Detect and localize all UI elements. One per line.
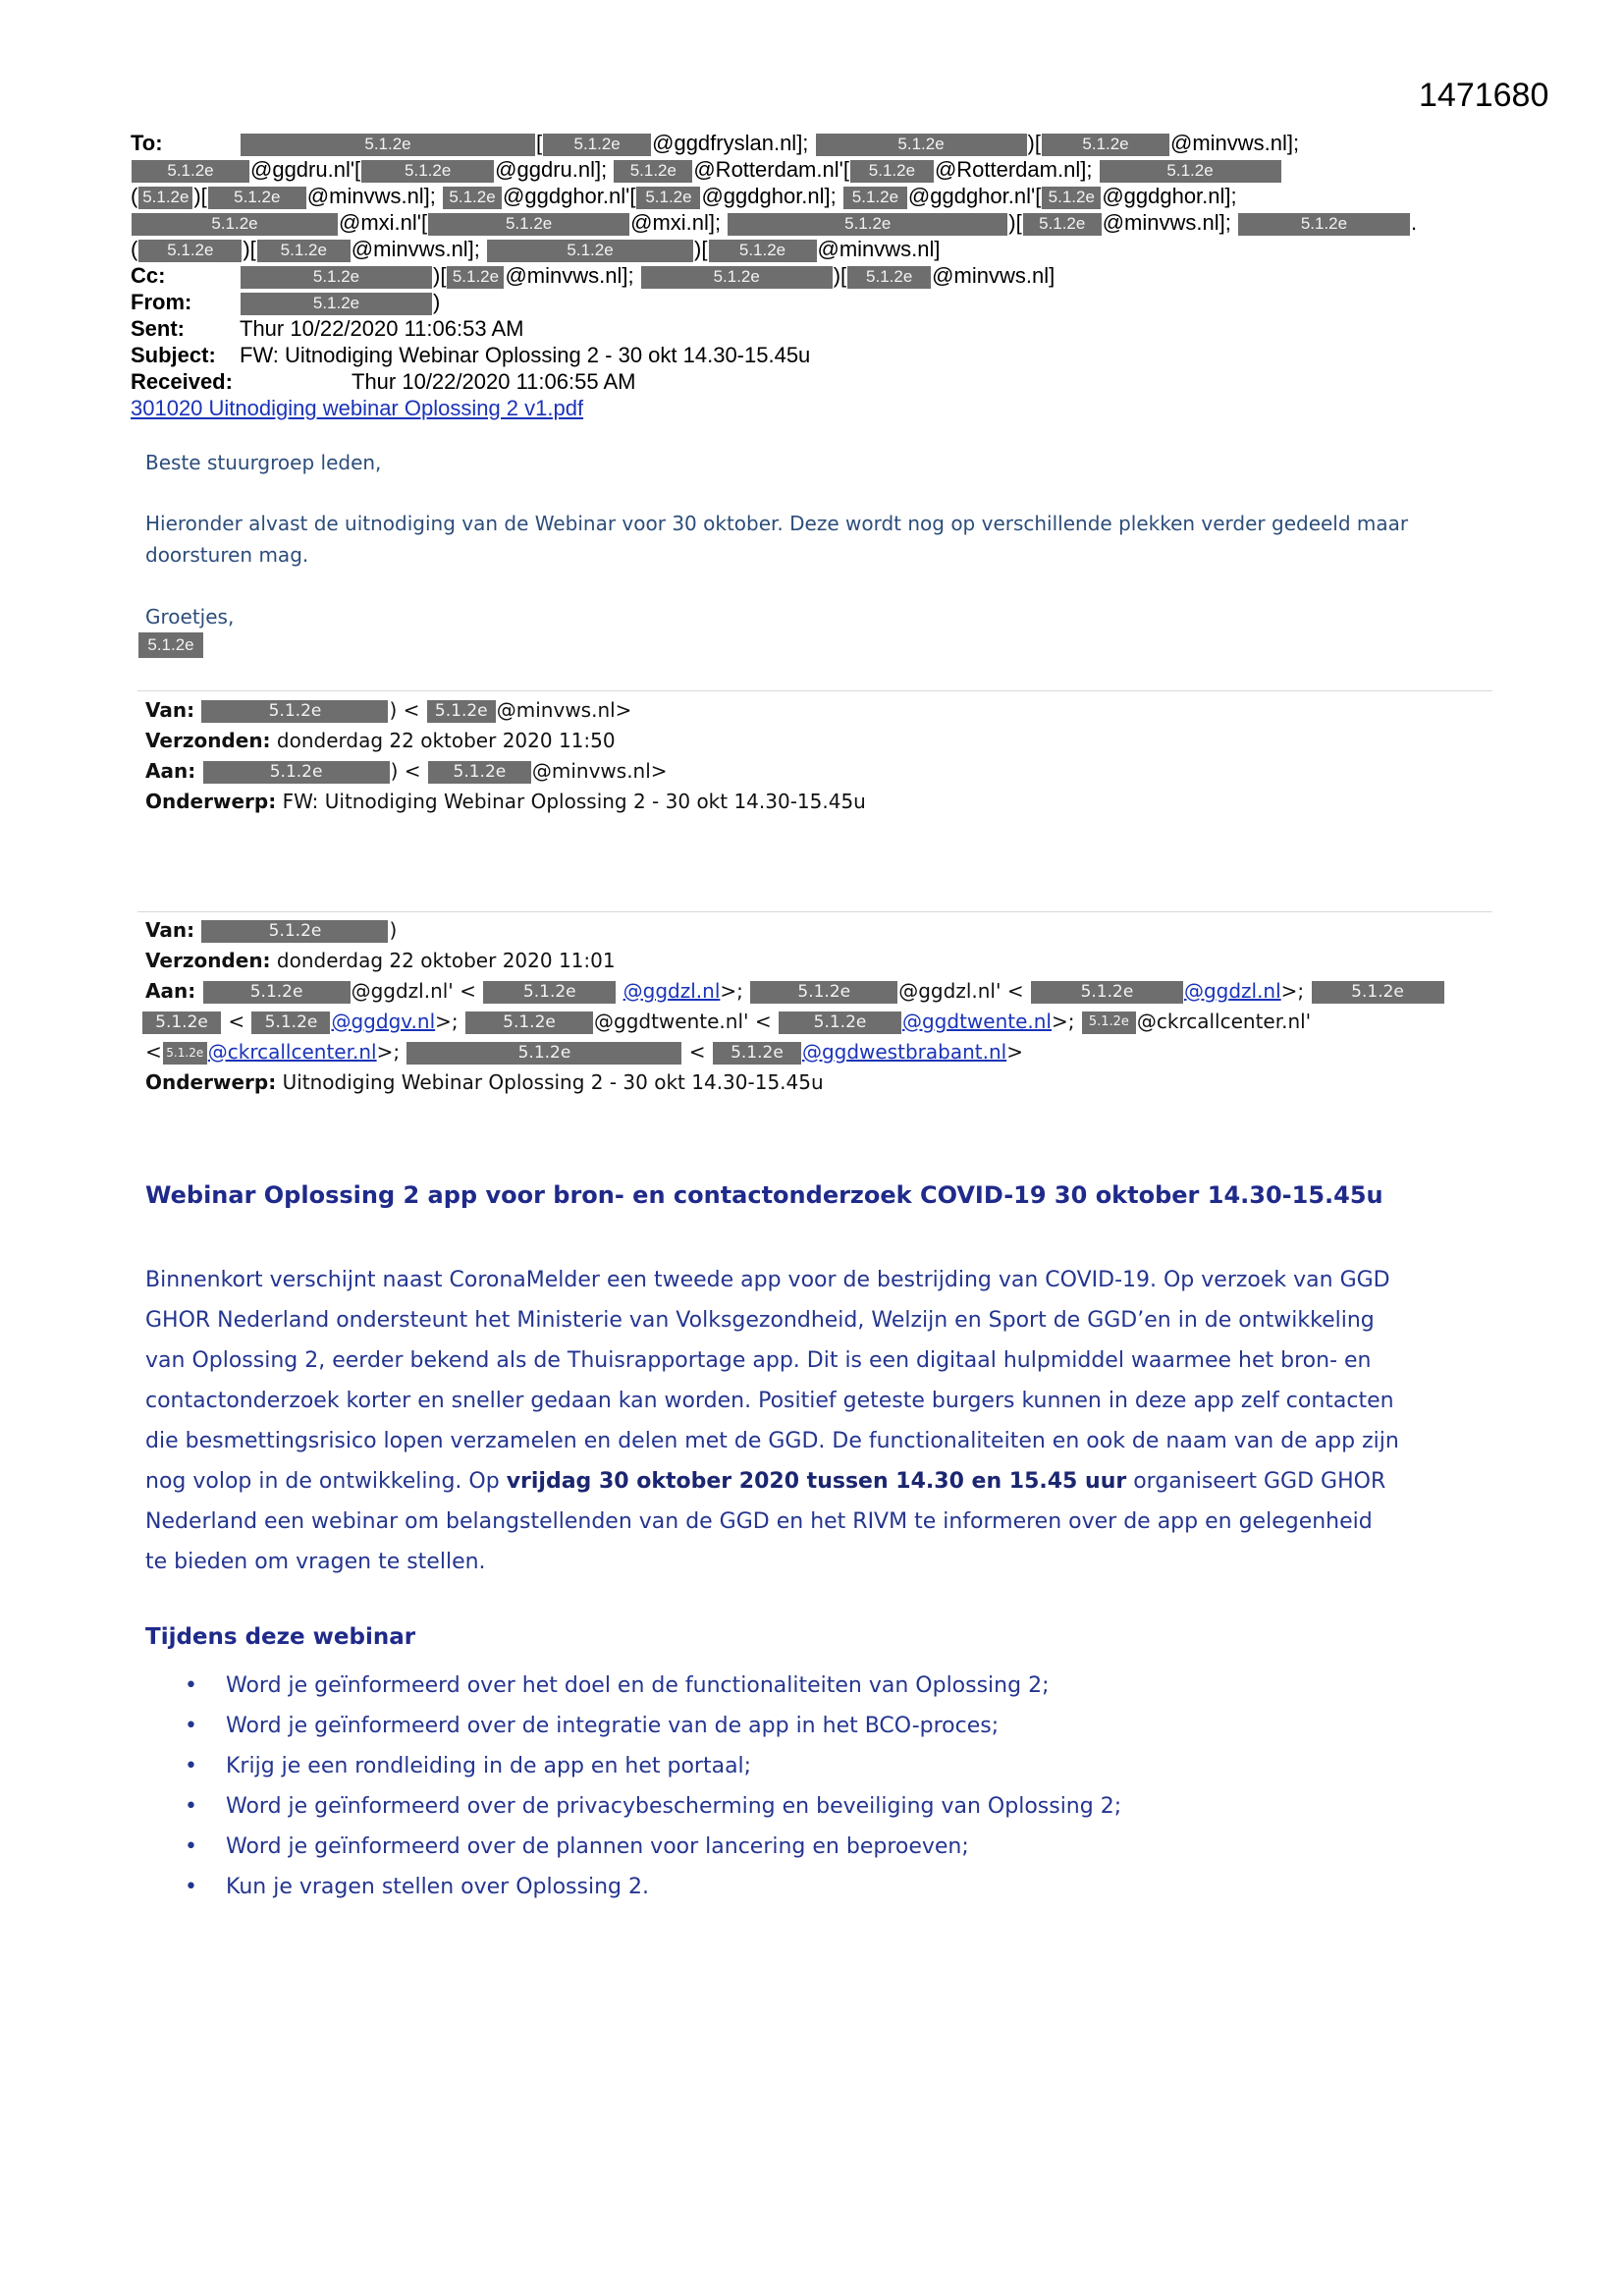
agenda-list xyxy=(185,1666,1121,1907)
fwd2-van: Van: 5.1.2e ) xyxy=(145,918,398,942)
event-datetime: vrijdag 30 oktober 2020 tussen 14.30 en 15.45 uur xyxy=(506,1469,1127,1494)
aan-sep: >; xyxy=(376,1040,401,1064)
to-domain: @minvws.nl]; xyxy=(351,237,480,261)
fwd1-aan: Aan: 5.1.2e ) < 5.1.2e @minvws.nl> xyxy=(145,759,668,783)
verzonden-value: donderdag 22 oktober 2020 11:01 xyxy=(276,949,616,972)
redaction: 5.1.2e xyxy=(483,981,616,1004)
onderwerp-value: Uitnodiging Webinar Oplossing 2 - 30 okt 14.30-15.45u xyxy=(282,1070,824,1094)
redaction: 5.1.2e xyxy=(1031,981,1183,1004)
fwd1-block xyxy=(145,695,866,817)
to-domain: @ggdghor.nl]; xyxy=(1102,184,1237,208)
redaction: 5.1.2e xyxy=(203,761,390,784)
redaction: 5.1.2e xyxy=(713,1042,801,1065)
to-domain: @ggdru.nl]; xyxy=(495,157,608,182)
redaction: 5.1.2e xyxy=(1312,981,1444,1004)
list-item: • Word je geïnformeerd over de integratie van de app in het BCO-proces; xyxy=(185,1706,1121,1746)
redaction: 5.1.2e xyxy=(728,213,1007,236)
cc-domain: @minvws.nl] xyxy=(932,263,1056,288)
aan-domain: @ggdzl.nl' < xyxy=(898,979,1024,1003)
onderwerp-label: Onderwerp: xyxy=(145,1070,277,1094)
redaction: 5.1.2e xyxy=(132,160,249,183)
subject-line xyxy=(131,342,1505,368)
from-line: From: 5.1.2e ) xyxy=(131,290,441,314)
to-line-1: To: 5.1.2e [ 5.1.2e @ggdfryslan.nl]; 5.1.2e )[ 5.1.2e @minvws.nl]; xyxy=(131,131,1300,155)
redaction: 5.1.2e xyxy=(138,240,242,262)
sent-line xyxy=(131,315,1505,342)
document-id: 1471680 xyxy=(1419,77,1549,114)
redaction: 5.1.2e xyxy=(850,160,934,183)
redaction: 5.1.2e xyxy=(465,1011,593,1034)
invite-title: Webinar Oplossing 2 app voor bron- en contactonderzoek COVID-19 30 oktober 14.30-15.45u xyxy=(145,1181,1383,1209)
to-domain: @minvws.nl] xyxy=(817,237,941,261)
redaction: 5.1.2e xyxy=(428,213,629,236)
to-domain: @minvws.nl]; xyxy=(1102,210,1231,235)
to-line-4: 5.1.2e @mxi.nl'[ 5.1.2e @mxi.nl]; 5.1.2e )[ 5.1.2e @minvws.nl]; 5.1.2e . xyxy=(131,209,1505,236)
from-label: From: xyxy=(131,290,192,314)
cc-domain: @minvws.nl]; xyxy=(505,263,634,288)
fwd2-block xyxy=(145,915,1445,1098)
fwd1-van: Van: 5.1.2e ) < 5.1.2e @minvws.nl> xyxy=(145,698,632,722)
separator xyxy=(137,690,1492,691)
redaction: 5.1.2e xyxy=(427,700,496,723)
to-domain: @ggdru.nl'[ xyxy=(250,157,361,182)
redaction: 5.1.2e xyxy=(163,1042,207,1065)
redaction: 5.1.2e xyxy=(1100,160,1281,183)
received-value: Thur 10/22/2020 11:06:55 AM xyxy=(352,369,636,394)
signature-redaction xyxy=(137,632,204,658)
to-domain: @ggdfryslan.nl]; xyxy=(652,131,809,155)
to-line-3: ( 5.1.2e )[ 5.1.2e @minvws.nl]; 5.1.2e @ggdghor.nl'[ 5.1.2e @ggdghor.nl]; 5.1.2e @ggdghor.nl'[ 5.1.2e @ggdghor.nl]; xyxy=(131,184,1237,208)
redaction: 5.1.2e xyxy=(138,632,203,658)
list-item: • Word je geïnformeerd over de plannen voor lancering en beproeven; xyxy=(185,1827,1121,1867)
list-item: • Kun je vragen stellen over Oplossing 2. xyxy=(185,1867,1121,1907)
to-domain: @Rotterdam.nl'[ xyxy=(693,157,849,182)
to-domain: @ggdghor.nl]; xyxy=(701,184,837,208)
aan-domain: @ckrcallcenter.nl' xyxy=(1136,1010,1312,1033)
redaction: 5.1.2e xyxy=(1023,213,1102,236)
redaction: 5.1.2e xyxy=(443,187,502,209)
to-domain: @minvws.nl]; xyxy=(306,184,436,208)
redaction: 5.1.2e xyxy=(1082,1011,1136,1034)
redaction: 5.1.2e xyxy=(142,1011,221,1034)
fwd2-onderwerp xyxy=(145,1067,1445,1098)
list-item: • Word je geïnformeerd over het doel en de functionaliteiten van Oplossing 2; xyxy=(185,1666,1121,1706)
aan-domain: @ggdtwente.nl' < xyxy=(594,1010,772,1033)
fwd2-aan-2: 5.1.2e < 5.1.2e @ggdgv.nl>; 5.1.2e @ggdtwente.nl' < 5.1.2e @ggdtwente.nl>; 5.1.2e @ckrcallcenter.nl' xyxy=(141,1007,1445,1037)
fwd1-onderwerp xyxy=(145,787,866,817)
fwd2-verzonden xyxy=(145,946,1445,976)
redaction: 5.1.2e xyxy=(614,160,692,183)
redaction: 5.1.2e xyxy=(257,240,351,262)
email-header xyxy=(131,130,1505,421)
email-link[interactable]: @ggdwestbrabant.nl xyxy=(801,1040,1007,1064)
aan-label: Aan: xyxy=(145,759,196,783)
greeting-text-1: Hieronder alvast de uitnodiging van de Webinar voor 30 oktober. Deze wordt nog op verschillende plekken verder gedeeld maar xyxy=(145,512,1409,535)
cc-line: Cc: 5.1.2e )[ 5.1.2e @minvws.nl]; 5.1.2e )[ 5.1.2e @minvws.nl] xyxy=(131,263,1056,288)
subject-label: Subject: xyxy=(131,343,216,367)
onderwerp-value: FW: Uitnodiging Webinar Oplossing 2 - 30 okt 14.30-15.45u xyxy=(282,790,866,813)
fwd2-aan-3: < 5.1.2e @ckrcallcenter.nl>; 5.1.2e < 5.1.2e @ggdwestbrabant.nl> xyxy=(145,1040,1023,1064)
redaction: 5.1.2e xyxy=(251,1011,330,1034)
aan-sep: >; xyxy=(1280,979,1305,1003)
onderwerp-label: Onderwerp: xyxy=(145,790,277,813)
para-line: die besmettingsrisico lopen verzamelen en delen met de GGD. De functionaliteiten en ook de naam van de app zijn xyxy=(145,1429,1399,1453)
redaction: 5.1.2e xyxy=(1238,213,1410,236)
list-item: • Krijg je een rondleiding in de app en het portaal; xyxy=(185,1746,1121,1786)
verzonden-label: Verzonden: xyxy=(145,729,271,752)
aan-sep: >; xyxy=(1052,1010,1075,1033)
to-domain: @ggdghor.nl'[ xyxy=(503,184,636,208)
email-link[interactable]: @ggdtwente.nl xyxy=(901,1010,1052,1033)
received-line xyxy=(131,368,1505,395)
agenda-heading: Tijdens deze webinar xyxy=(145,1624,416,1650)
redaction: 5.1.2e xyxy=(208,187,306,209)
to-line-5: ( 5.1.2e )[ 5.1.2e @minvws.nl]; 5.1.2e )[ 5.1.2e @minvws.nl] xyxy=(131,237,941,261)
separator xyxy=(137,911,1492,912)
redaction: 5.1.2e xyxy=(361,160,494,183)
redaction: 5.1.2e xyxy=(543,134,651,156)
to-label: To: xyxy=(131,131,163,155)
redaction: 5.1.2e xyxy=(132,213,338,236)
para-line xyxy=(145,1461,1495,1502)
email-link[interactable]: @ckrcallcenter.nl xyxy=(207,1040,377,1064)
para-line: GHOR Nederland ondersteunt het Ministerie van Volksgezondheid, Welzijn en Sport de GGD’en in de ontwikkeling xyxy=(145,1308,1375,1333)
para-text: nog volop in de ontwikkeling. Op xyxy=(145,1469,507,1494)
attachment-link[interactable]: 301020 Uitnodiging webinar Oplossing 2 v1.pdf xyxy=(131,396,584,420)
van-label: Van: xyxy=(145,698,195,722)
fwd1-verzonden xyxy=(145,726,866,756)
closing: Groetjes, xyxy=(145,605,235,629)
redaction: 5.1.2e xyxy=(241,134,535,156)
attachment-line xyxy=(131,395,1505,421)
redaction: 5.1.2e xyxy=(406,1042,681,1065)
redaction: 5.1.2e xyxy=(1042,134,1169,156)
verzonden-label: Verzonden: xyxy=(145,949,271,972)
cc-label: Cc: xyxy=(131,263,166,288)
para-line: van Oplossing 2, eerder bekend als de Thuisrapportage app. Dit is een digitaal hulpmiddel waarmee het bron- en xyxy=(145,1348,1372,1373)
redaction: 5.1.2e xyxy=(750,981,897,1004)
redaction: 5.1.2e xyxy=(203,981,351,1004)
greeting-text-2: doorsturen mag. xyxy=(145,543,309,567)
email-link[interactable]: @ggdgv.nl xyxy=(331,1010,436,1033)
redaction: 5.1.2e xyxy=(847,266,931,289)
van-address: @minvws.nl> xyxy=(496,698,632,722)
email-link[interactable]: @ggdzl.nl xyxy=(623,979,721,1003)
redaction: 5.1.2e xyxy=(138,187,192,209)
aan-domain: @ggdzl.nl' < xyxy=(351,979,476,1003)
redaction: 5.1.2e xyxy=(843,187,907,209)
subject-value: FW: Uitnodiging Webinar Oplossing 2 - 30 okt 14.30-15.45u xyxy=(240,343,811,367)
sent-label: Sent: xyxy=(131,316,185,341)
aan-sep: > xyxy=(1006,1040,1023,1064)
redaction: 5.1.2e xyxy=(241,293,432,315)
redaction: 5.1.2e xyxy=(428,761,531,784)
fwd2-aan-1 xyxy=(145,976,1445,1007)
to-domain: @mxi.nl'[ xyxy=(339,210,428,235)
redaction: 5.1.2e xyxy=(1042,187,1101,209)
to-line-2 xyxy=(131,156,1505,183)
para-line: Nederland een webinar om belangstellenden van de GGD en het RIVM te informeren over de app en gelegenheid xyxy=(145,1509,1373,1534)
redaction: 5.1.2e xyxy=(779,1011,901,1034)
van-label: Van: xyxy=(145,918,195,942)
list-item: • Word je geïnformeerd over de privacybescherming en beveiliging van Oplossing 2; xyxy=(185,1786,1121,1827)
verzonden-value: donderdag 22 oktober 2020 11:50 xyxy=(276,729,616,752)
redaction: 5.1.2e xyxy=(241,266,432,289)
salutation: Beste stuurgroep leden, xyxy=(145,451,382,474)
to-domain: @mxi.nl]; xyxy=(630,210,722,235)
redaction: 5.1.2e xyxy=(636,187,700,209)
received-label: Received: xyxy=(131,369,233,394)
para-line: contactonderzoek korter en sneller gedaan kan worden. Positief geteste burgers kunnen in deze app zelf contacten xyxy=(145,1389,1394,1413)
redaction: 5.1.2e xyxy=(641,266,833,289)
redaction: 5.1.2e xyxy=(816,134,1027,156)
redaction: 5.1.2e xyxy=(487,240,693,262)
redaction: 5.1.2e xyxy=(709,240,817,262)
aan-sep: >; xyxy=(435,1010,459,1033)
para-line: te bieden om vragen te stellen. xyxy=(145,1550,486,1574)
redaction: 5.1.2e xyxy=(447,266,504,289)
to-domain: @minvws.nl]; xyxy=(1170,131,1300,155)
para-line: Binnenkort verschijnt naast CoronaMelder een tweede app voor de bestrijding van COVID-19. Op verzoek van GGD xyxy=(145,1268,1390,1292)
sent-value: Thur 10/22/2020 11:06:53 AM xyxy=(240,316,524,341)
para-text: organiseert GGD GHOR xyxy=(1126,1469,1386,1494)
aan-sep: >; xyxy=(720,979,743,1003)
aan-address: @minvws.nl> xyxy=(531,759,668,783)
redaction: 5.1.2e xyxy=(201,700,388,723)
redaction: 5.1.2e xyxy=(201,920,388,943)
aan-label: Aan: xyxy=(145,979,196,1003)
email-link[interactable]: @ggdzl.nl xyxy=(1183,979,1281,1003)
invite-paragraph xyxy=(145,1260,1495,1582)
to-domain: @ggdghor.nl'[ xyxy=(907,184,1042,208)
to-domain: @Rotterdam.nl]; xyxy=(934,157,1093,182)
